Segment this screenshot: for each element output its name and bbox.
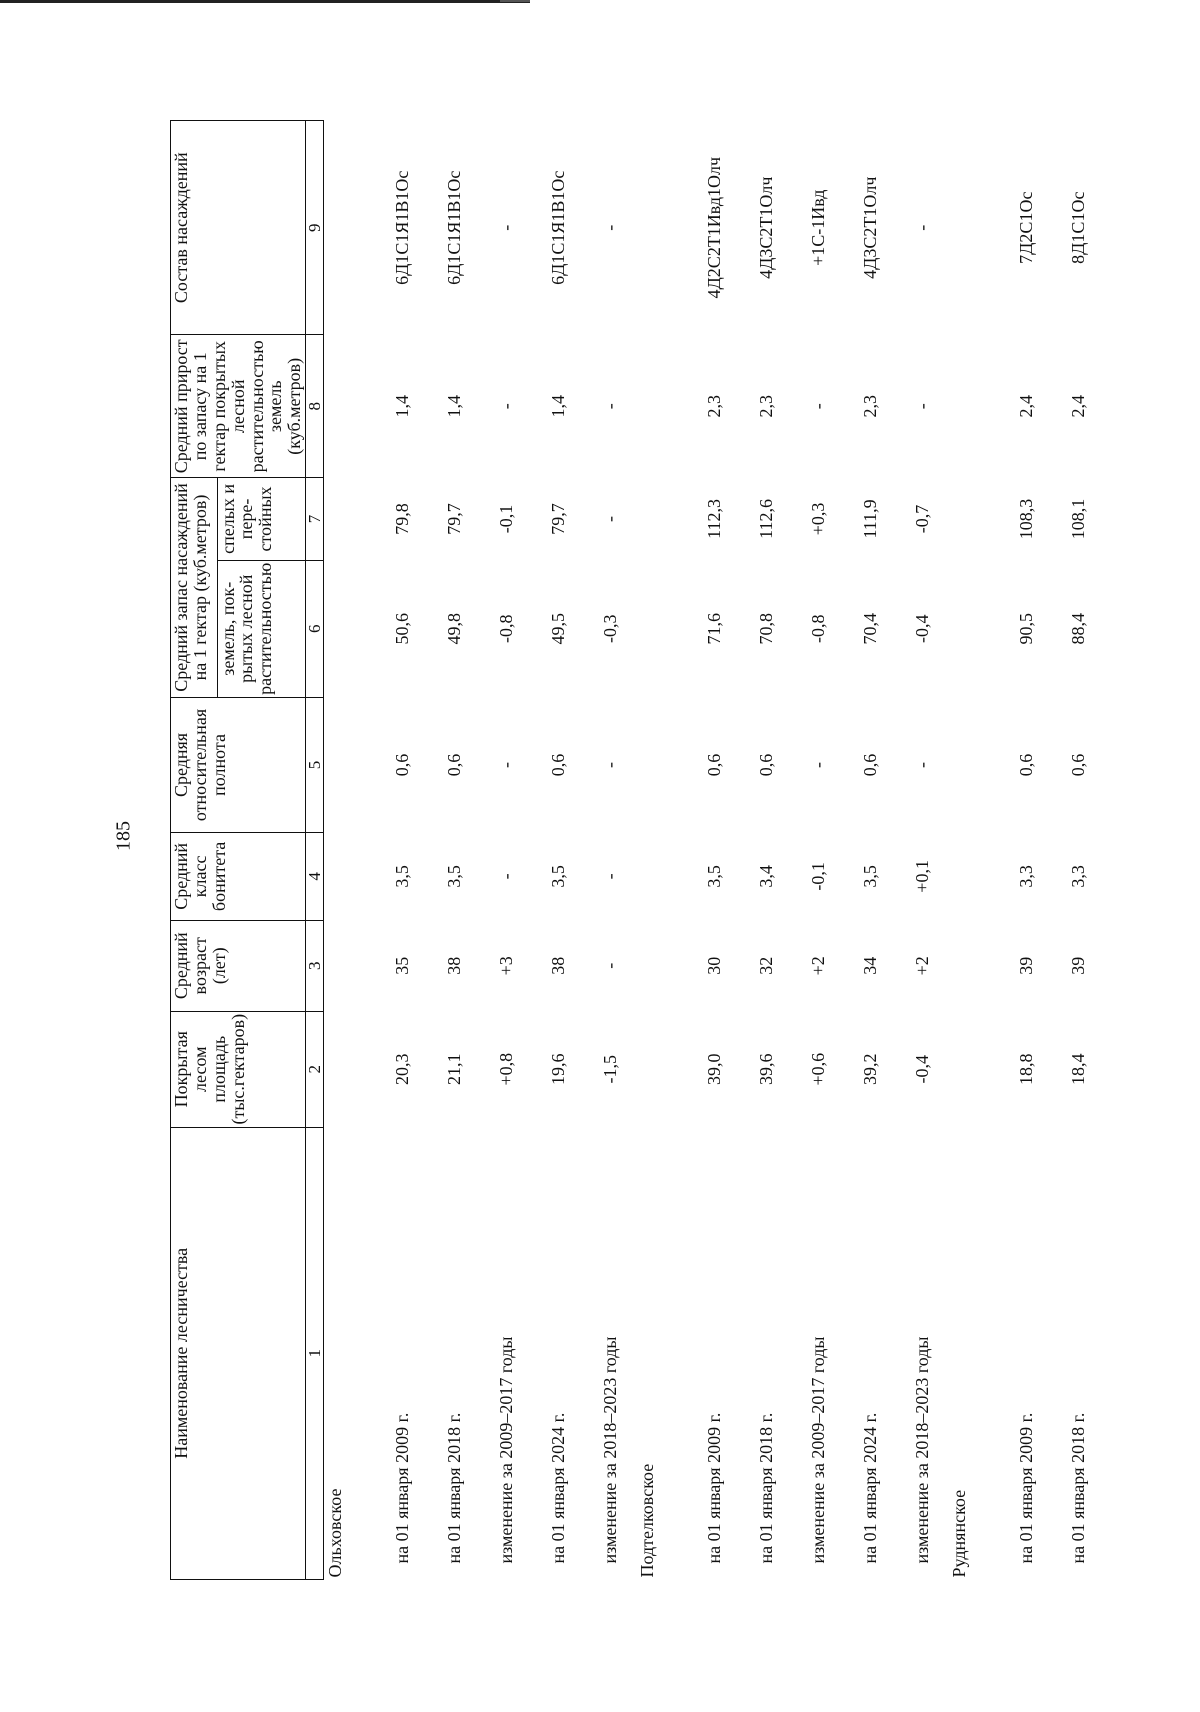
table-row	[480, 121, 532, 1580]
header-stock-group: Средний запас насаждений на 1 гектар (куб.метров)	[171, 478, 218, 698]
table-cell: 39,2	[859, 1053, 880, 1085]
table-cell: -0,1	[807, 862, 828, 891]
table-cell: 49,8	[443, 613, 464, 645]
table-cell: 3,5	[391, 865, 412, 888]
table-cell: -	[599, 224, 620, 231]
header-stock-covered: земель, пок-рытых лесной растительностью	[217, 560, 306, 697]
table-cell: 111,9	[859, 499, 880, 539]
table-cell: 4Д3С2Т1Олч	[859, 176, 880, 279]
table-cell: 2,4	[1067, 395, 1088, 418]
group-row	[324, 121, 377, 1580]
table-cell: 34	[859, 956, 880, 975]
table-cell: 4Д3С2Т1Олч	[755, 176, 776, 279]
table-cell: -0,8	[495, 614, 516, 644]
table-cell: 7Д2С1Ос	[1015, 191, 1036, 264]
row-label: на 01 января 2009 г.	[703, 1412, 724, 1564]
column-number: 3	[306, 920, 324, 1011]
table-cell: 4Д2С2Т1Ивд1Олч	[703, 156, 724, 299]
table-cell: +1С-1Ивд	[807, 189, 828, 266]
row-label: на 01 января 2018 г.	[1067, 1412, 1088, 1564]
table-cell: -0,7	[911, 504, 932, 534]
table-cell: 39	[1067, 956, 1088, 975]
scan-edge-mark	[500, 0, 530, 2]
table-cell: 39,6	[755, 1053, 776, 1085]
page-number: 185	[112, 821, 135, 851]
table-cell: -	[599, 873, 620, 880]
table-cell: -0,1	[495, 504, 516, 534]
table-cell: -0,4	[911, 614, 932, 644]
table-cell: -	[599, 403, 620, 410]
table-row	[688, 121, 740, 1580]
table-cell: +0,3	[807, 502, 828, 536]
table-cell: 3,5	[859, 865, 880, 888]
header-age: Средний возраст (лет)	[171, 920, 306, 1011]
table-cell: -0,4	[911, 1054, 932, 1084]
table-cell: 90,5	[1015, 613, 1036, 645]
table-cell: -0,8	[807, 614, 828, 644]
table-cell: 0,6	[1015, 753, 1036, 777]
table-row	[376, 121, 428, 1580]
table-cell: 1,4	[547, 395, 568, 418]
table-cell: -	[495, 761, 516, 768]
row-label: на 01 января 2024 г.	[859, 1412, 880, 1564]
table-cell: 18,4	[1067, 1053, 1088, 1085]
table-cell: 0,6	[703, 753, 724, 777]
column-number: 2	[306, 1011, 324, 1127]
table-cell: 1,4	[443, 395, 464, 418]
table-header	[171, 121, 324, 1580]
forestry-name: Ольховское	[325, 1488, 346, 1578]
header-composition: Состав насаждений	[171, 121, 306, 335]
table-cell: 19,6	[547, 1053, 568, 1085]
table-cell: 3,5	[703, 865, 724, 888]
table-cell: +0,8	[495, 1052, 516, 1086]
table-cell: 2,3	[755, 395, 776, 418]
table-cell: +3	[495, 956, 516, 976]
table-cell: 32	[755, 956, 776, 975]
table-row	[844, 121, 896, 1580]
table-cell: 49,5	[547, 613, 568, 645]
column-number: 7	[306, 478, 324, 561]
table-cell: 1,4	[391, 395, 412, 418]
table-cell: 3,3	[1067, 865, 1088, 888]
table-cell: 112,3	[703, 499, 724, 539]
table-cell: 3,5	[443, 865, 464, 888]
header-growth: Средний прирост по запасу на 1 гектар покрытых лесной растительностью земель (куб.метров)	[171, 335, 306, 478]
table-cell: 3,5	[547, 865, 568, 888]
row-label: на 01 января 2018 г.	[755, 1412, 776, 1564]
table-cell: 0,6	[1067, 753, 1088, 777]
table-cell: 2,3	[859, 395, 880, 418]
table-cell: 38	[443, 956, 464, 975]
table-cell: -	[495, 873, 516, 880]
table-cell: +2	[807, 956, 828, 976]
table-cell: 18,8	[1015, 1053, 1036, 1085]
table-cell: -	[599, 962, 620, 969]
table-cell: 79,7	[443, 503, 464, 535]
table-row	[428, 121, 480, 1580]
table-cell: -0,3	[599, 614, 620, 644]
table-row	[1000, 121, 1052, 1580]
column-number: 4	[306, 833, 324, 921]
header-bonitet: Средний класс бонитета	[171, 833, 306, 921]
table-cell: -	[599, 515, 620, 522]
table-cell: +2	[911, 956, 932, 976]
table-row	[740, 121, 792, 1580]
table-cell: 6Д1С1Я1В1Ос	[391, 170, 412, 285]
table-cell: -	[495, 224, 516, 231]
table-cell: 38	[547, 956, 568, 975]
forestry-table	[170, 120, 1104, 1580]
table-cell: 71,6	[703, 613, 724, 645]
rotated-page-content	[170, 120, 1088, 1580]
table-cell: 88,4	[1067, 613, 1088, 645]
column-number-row	[306, 121, 324, 1580]
column-number: 8	[306, 335, 324, 478]
table-cell: -	[807, 403, 828, 410]
table-body	[324, 121, 1105, 1580]
table-cell: 6Д1С1Я1В1Ос	[547, 170, 568, 285]
table-cell: 112,6	[755, 499, 776, 539]
column-number: 6	[306, 560, 324, 697]
table-cell: 0,6	[859, 753, 880, 777]
table-cell: 0,6	[391, 753, 412, 777]
table-row	[896, 121, 948, 1580]
table-cell: 3,4	[755, 865, 776, 888]
table-cell: 79,8	[391, 503, 412, 535]
table-cell: -1,5	[599, 1054, 620, 1084]
row-label: на 01 января 2018 г.	[443, 1412, 464, 1564]
column-number: 1	[306, 1127, 324, 1579]
header-name: Наименование лесничества	[171, 1127, 306, 1579]
table-cell: 0,6	[755, 753, 776, 777]
header-density: Средняя относительная полнота	[171, 697, 306, 832]
table-cell: -	[911, 761, 932, 768]
row-label: на 01 января 2009 г.	[1015, 1412, 1036, 1564]
table-cell: -	[495, 403, 516, 410]
table-cell: 2,4	[1015, 395, 1036, 418]
column-number: 5	[306, 697, 324, 832]
forestry-name: Руднянское	[949, 1489, 970, 1578]
table-cell: 0,6	[443, 753, 464, 777]
table-cell: -	[807, 761, 828, 768]
table-row	[532, 121, 584, 1580]
group-row	[948, 121, 1000, 1580]
table-cell: 50,6	[391, 613, 412, 645]
group-row	[636, 121, 688, 1580]
table-cell: 0,6	[547, 753, 568, 777]
table-cell: 39	[1015, 956, 1036, 975]
table-cell: 108,3	[1015, 498, 1036, 540]
table-cell: -	[599, 761, 620, 768]
table-cell: 79,7	[547, 503, 568, 535]
table-cell: 70,4	[859, 613, 880, 645]
row-label: на 01 января 2024 г.	[547, 1412, 568, 1564]
table-cell: 2,3	[703, 395, 724, 418]
table-cell: 3,3	[1015, 865, 1036, 888]
row-label: изменение за 2009–2017 годы	[495, 1336, 516, 1564]
row-label: изменение за 2018–2023 годы	[599, 1336, 620, 1564]
table-row	[1052, 121, 1104, 1580]
header-stock-mature: спелых и пере-стойных	[217, 478, 306, 561]
table-cell: 35	[391, 956, 412, 975]
table-cell: 6Д1С1Я1В1Ос	[443, 170, 464, 285]
row-label: изменение за 2018–2023 годы	[911, 1336, 932, 1564]
table-cell: 21,1	[443, 1053, 464, 1085]
row-label: изменение за 2009–2017 годы	[807, 1336, 828, 1564]
table-cell: 70,8	[755, 613, 776, 645]
table-cell: 39,0	[703, 1053, 724, 1085]
table-cell: 20,3	[391, 1053, 412, 1085]
table-cell: +0,6	[807, 1052, 828, 1086]
table-cell: 108,1	[1067, 498, 1088, 540]
table-row	[584, 121, 636, 1580]
column-number: 9	[306, 121, 324, 335]
row-label: на 01 января 2009 г.	[391, 1412, 412, 1564]
table-cell: +0,1	[911, 860, 932, 893]
table-cell: 30	[703, 956, 724, 975]
forestry-name: Подтелковское	[637, 1463, 658, 1578]
header-area: Покрытая лесом площадь (тыс.гектаров)	[171, 1011, 306, 1127]
table-row	[792, 121, 844, 1580]
table-cell: -	[911, 224, 932, 231]
table-cell: 8Д1С1Ос	[1067, 191, 1088, 264]
table-cell: -	[911, 403, 932, 410]
scan-edge-mark	[0, 0, 530, 3]
